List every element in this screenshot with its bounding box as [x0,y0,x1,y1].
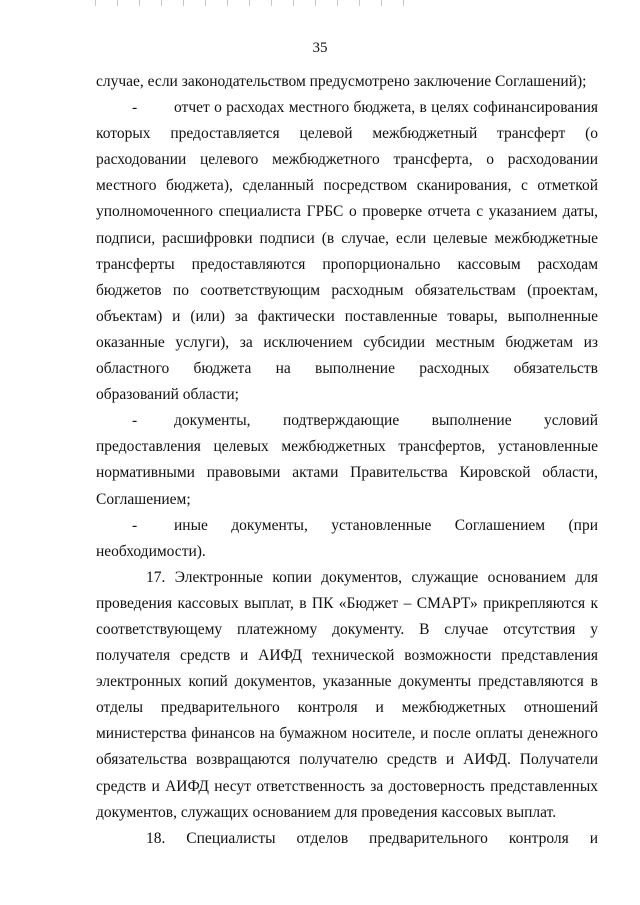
dash-bullet: - [132,516,138,534]
text-line: обязательства возвращаются получателю средств и АИФД. Получатели [96,751,598,769]
text-line: случае, если законодательством предусмотрено заключение Соглашений); [96,73,587,90]
text-line: нормативными правовыми актами Правительства Кировской области, [96,464,598,482]
list-item [96,513,598,539]
text-line: образований области; [96,386,239,404]
text-line: документы, подтверждающие выполнение условий [174,412,598,430]
list-item [96,95,598,121]
text-line: электронных копий документов, указанные документы представляются в [96,673,598,691]
text-line: документов, служащих основанием для проведения кассовых выплат. [96,803,557,821]
text-line: министерства финансов на бумажном носителе, и после оплаты денежного [96,725,598,743]
text-line: иные документы, установленные Соглашением (при [174,516,598,534]
text-line: необходимости). [96,542,206,560]
text-line: оказанные услуги), за исключением субсидии местным бюджетам из [96,333,598,351]
list-item [96,408,598,434]
text-line: областного бюджета на выполнение расходных обязательств [96,360,598,378]
text-line: 18. Специалисты отделов предварительного контроля и [146,829,598,847]
dash-bullet: - [132,412,138,430]
text-line: отчет о расходах местного бюджета, в целях софинансирования [174,99,598,117]
text-line: подписи, расшифровки подписи (в случае, если целевые межбюджетные [96,229,598,247]
text-line: местного бюджета), сделанный посредством сканирования, с отметкой [96,177,598,195]
text-line: предоставления целевых межбюджетных трансфертов, установленные [96,438,598,456]
text-line: средств и АИФД несут ответственность за достоверность представленных [96,777,598,795]
text-line: Соглашением; [96,490,191,508]
text-line: бюджетов по соответствующим расходным обязательствам (проектам, [96,281,598,299]
text-line: которых предоставляется целевой межбюджетный трансферт (о [96,125,598,143]
text-line: расходовании целевого межбюджетного трансферта, о расходовании [96,151,598,169]
text-line: отделы предварительного контроля и межбюджетных отношений [96,699,598,717]
scan-artifact [95,0,425,6]
page-number: 35 [312,40,328,56]
text-line: соответствующему платежному документу. В случае отсутствия у [96,620,598,638]
dash-bullet: - [132,99,138,117]
text-line: получателя средств и АИФД технической возможности представления [96,647,598,665]
text-line: трансферты предоставляются пропорционально кассовым расходам [96,255,598,273]
text-line: уполномоченного специалиста ГРБС о проверке отчета с указанием даты, [96,203,598,221]
text-line: объектам) и (или) за фактически поставленные товары, выполненные [96,307,598,325]
document-body [96,69,598,852]
text-line: 17. Электронные копии документов, служащие основанием для [146,568,598,586]
text-line: проведения кассовых выплат, в ПК «Бюджет – СМАРТ» прикрепляются к [96,594,598,612]
